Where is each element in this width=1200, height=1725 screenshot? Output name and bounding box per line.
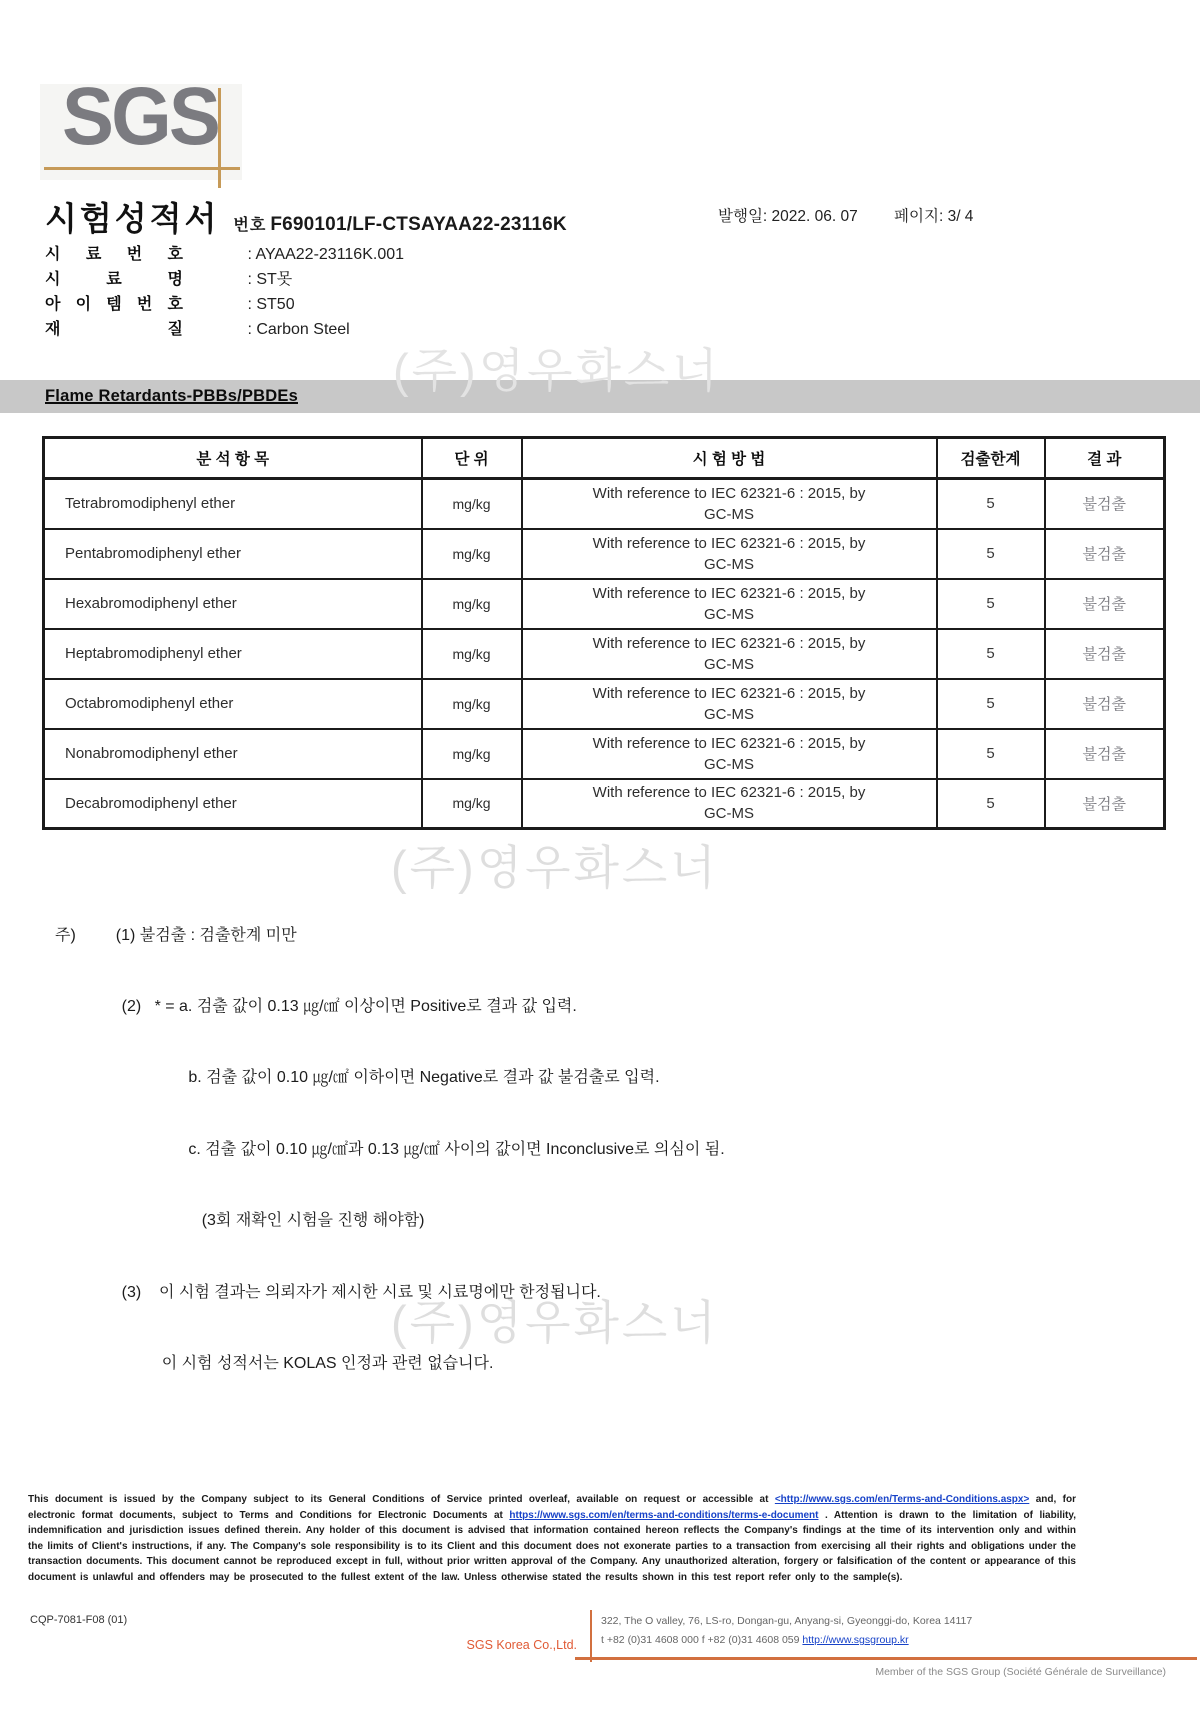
method-line1: With reference to IEC 62321-6 : 2015, by [592,584,866,602]
issue-row [718,204,973,226]
cell-analyte: Pentabromodiphenyl ether [44,529,422,579]
cell-method [522,529,937,579]
cell-unit: mg/kg [422,729,522,779]
cell-unit: mg/kg [422,579,522,629]
sample-info-row [45,267,404,292]
sgs-logo-text: SGS [62,71,218,162]
table-header-row [44,438,1165,479]
cell-unit: mg/kg [422,629,522,679]
logo-horizontal-line [44,167,240,170]
cell-analyte: Decabromodiphenyl ether [44,779,422,829]
watermark: (주)영우화스너 [391,841,719,894]
table-row [44,729,1165,779]
cell-method [522,579,937,629]
method-line1: With reference to IEC 62321-6 : 2015, by [592,634,866,652]
legal-text: . Attention is drawn to the limitation of liability, indemnification and jurisdiction issues defined therein. Any holder of this document is advised that information contained hereon reflects the Company's findings at the time of its intervention only and within the limits of Client's instructions, if any. The Company's sole responsibility is to its Client and this document does not exonerate parties to a transaction from exercising all their rights and obligations under the transaction documents. This document cannot be reproduced except in full, without prior written approval of the Company. Any unauthorized alteration, forgery or falsification of the content or appearance of this document is unlawful and offenders may be prosecuted to the fullest extent of the law. Unless otherwise stated the results shown in this test report refer only to the sample(s). [28,1509,1076,1583]
cell-result: 불검출 [1045,579,1165,629]
sample-info-row [45,242,404,267]
item-no-value: : ST50 [247,296,295,313]
sample-info-row [45,292,404,317]
method-line2: GC-MS [704,805,754,823]
watermark: (주)영우화스너 [391,1296,719,1349]
logo-vertical-line [218,88,221,188]
table-row [44,479,1165,529]
note-line: 주) (1) 불검출 : 검출한계 미만 [55,926,297,944]
cell-analyte: Nonabromodiphenyl ether [44,729,422,779]
sample-name-value: : ST못 [247,271,293,288]
watermark: (주)영우화스너 [393,344,721,397]
method-line2: GC-MS [704,705,754,723]
issue-date: 발행일: 2022. 06. 07 [718,208,858,225]
note-line: c. 검출 값이 0.10 ㎍/㎠과 0.13 ㎍/㎠ 사이의 값이면 Inconclusive로 의심이 됨. [55,1140,725,1158]
cell-method [522,729,937,779]
legal-text: This document is issued by the Company subject to its General Conditions of Service printed overleaf, available on request or accessible at [28,1494,775,1505]
note-line: (3) 이 시험 결과는 의뢰자가 제시한 시료 및 시료명에만 한정됩니다. [55,1283,601,1301]
cell-unit: mg/kg [422,779,522,829]
method-line1: With reference to IEC 62321-6 : 2015, by [592,734,866,752]
cell-limit: 5 [937,479,1045,529]
table-row [44,779,1165,829]
note-line: 이 시험 성적서는 KOLAS 인정과 관련 없습니다. [55,1354,494,1372]
cell-result: 불검출 [1045,779,1165,829]
cell-method [522,479,937,529]
title-row [45,193,567,240]
cell-result: 불검출 [1045,529,1165,579]
note-line: b. 검출 값이 0.10 ㎍/㎠ 이하이면 Negative로 결과 값 불검출로 입력. [55,1069,660,1087]
company-address: 322, The O valley, 76, LS-ro, Dongan-gu, Anyang-si, Gyeonggi-do, Korea 14117 [601,1615,973,1627]
sample-info [45,242,404,342]
legal-disclaimer [28,1492,1076,1586]
footer-divider [590,1610,592,1662]
legal-text: and, for electronic format documents, subject to Terms and Conditions for Electronic Documents at [28,1494,1076,1521]
note-line: (2) * = a. 검출 값이 0.13 ㎍/㎠ 이상이면 Positive로 결과 값 입력. [55,997,577,1015]
sgs-logo [40,71,242,180]
material-value: : Carbon Steel [247,321,350,338]
method-line1: With reference to IEC 62321-6 : 2015, by [592,534,866,552]
header-limit: 검출한계 [937,438,1045,479]
cell-analyte: Hexabromodiphenyl ether [44,579,422,629]
notes-section [55,876,725,1423]
page-title: 시험성적서 [45,200,220,237]
header-analyte: 분 석 항 목 [44,438,422,479]
sample-info-row [45,317,404,342]
sample-name-label: 시 료 명 [45,271,183,288]
terms-link[interactable]: <http://www.sgs.com/en/Terms-and-Conditions.aspx> [774,1494,1030,1505]
method-line2: GC-MS [704,505,754,523]
method-line2: GC-MS [704,555,754,573]
document-code: CQP-7081-F08 (01) [30,1614,128,1626]
company-name: SGS Korea Co.,Ltd. [466,1638,577,1652]
cell-analyte: Tetrabromodiphenyl ether [44,479,422,529]
cell-result: 불검출 [1045,629,1165,679]
method-line1: With reference to IEC 62321-6 : 2015, by [592,684,866,702]
header-unit: 단 위 [422,438,522,479]
table-row [44,529,1165,579]
table-row [44,629,1165,679]
table-row [44,579,1165,629]
cell-limit: 5 [937,579,1045,629]
header-method: 시 험 방 법 [522,438,937,479]
section-title: Flame Retardants-PBBs/PBDEs [45,387,298,405]
footer-rule [575,1657,1197,1660]
cell-analyte: Octabromodiphenyl ether [44,679,422,729]
cell-limit: 5 [937,779,1045,829]
e-document-terms-link[interactable]: https://www.sgs.com/en/terms-and-conditions/terms-e-document [509,1509,819,1521]
cell-result: 불검출 [1045,679,1165,729]
cell-limit: 5 [937,629,1045,679]
cell-method [522,679,937,729]
item-no-label: 아 이 템 번 호 [45,296,183,313]
report-no-label: 번호 [233,217,267,234]
website-link[interactable]: http://www.sgsgroup.kr [802,1634,909,1646]
sample-no-value: : AYAA22-23116K.001 [247,246,405,263]
report-no: F690101/LF-CTSAYAA22-23116K [270,214,567,235]
cell-method [522,629,937,679]
method-line2: GC-MS [704,755,754,773]
note-line: (3회 재확인 시험을 진행 해야함) [55,1212,425,1230]
company-contact [601,1634,909,1646]
sample-no-label: 시 료 번 호 [45,246,183,263]
method-line2: GC-MS [704,655,754,673]
material-label: 재 질 [45,321,183,338]
results-table [42,436,1166,830]
cell-method [522,779,937,829]
header-result: 결 과 [1045,438,1165,479]
phone-fax: t +82 (0)31 4608 000 f +82 (0)31 4608 059 [601,1634,803,1646]
cell-limit: 5 [937,729,1045,779]
cell-result: 불검출 [1045,479,1165,529]
sgs-group-member-note: Member of the SGS Group (Société Générale de Surveillance) [875,1666,1166,1678]
cell-unit: mg/kg [422,529,522,579]
cell-analyte: Heptabromodiphenyl ether [44,629,422,679]
cell-limit: 5 [937,679,1045,729]
table-row [44,679,1165,729]
method-line1: With reference to IEC 62321-6 : 2015, by [592,784,866,802]
cell-result: 불검출 [1045,729,1165,779]
method-line1: With reference to IEC 62321-6 : 2015, by [592,484,866,502]
cell-unit: mg/kg [422,679,522,729]
cell-limit: 5 [937,529,1045,579]
method-line2: GC-MS [704,605,754,623]
cell-unit: mg/kg [422,479,522,529]
page-number: 페이지: 3/ 4 [894,208,974,225]
